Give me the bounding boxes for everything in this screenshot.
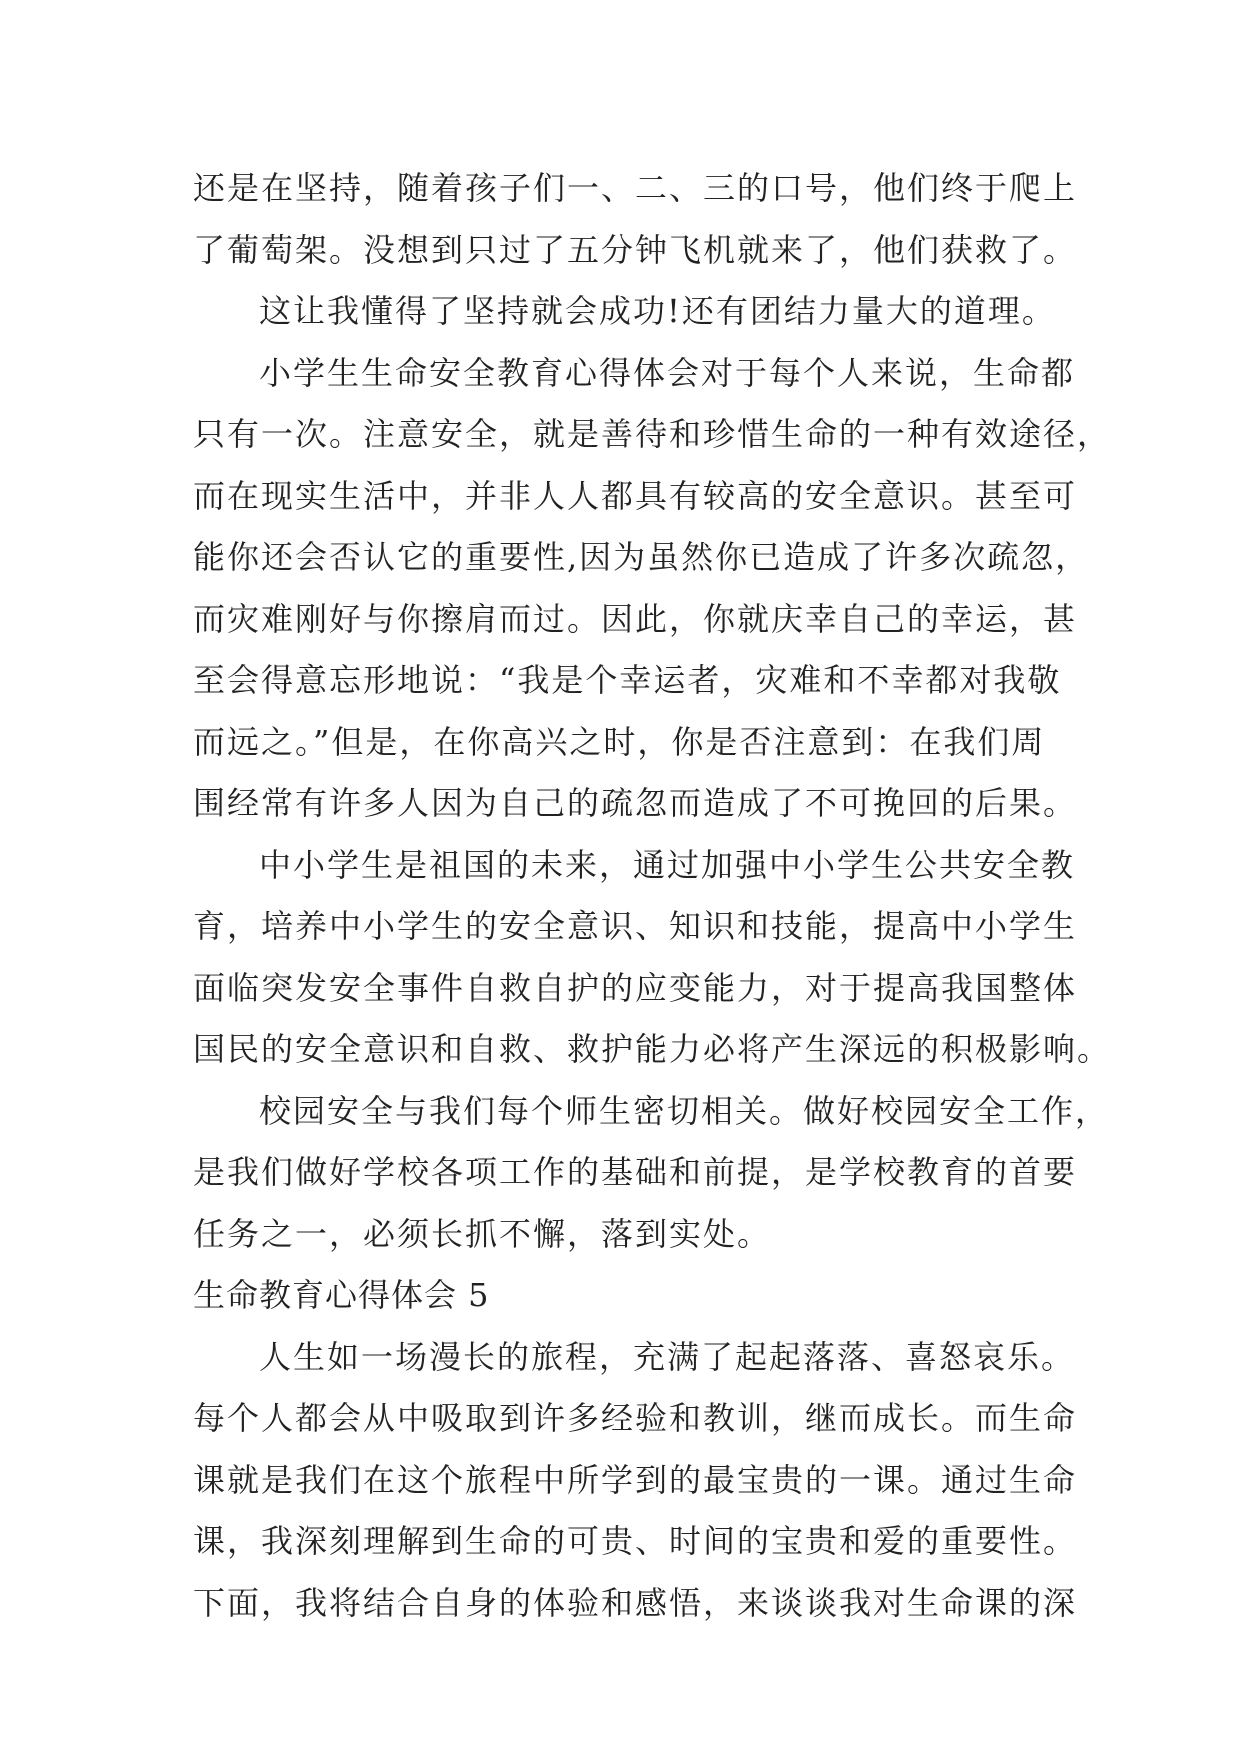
text-line: 下面，我将结合自身的体验和感悟，来谈谈我对生命课的深 <box>193 1583 1078 1622</box>
text-line: 还是在坚持，随着孩子们一、二、三的口号，他们终于爬上 <box>193 169 1078 207</box>
paragraph-start: 小学生生命安全教育心得体会对于每个人来说，生命都 <box>259 353 1076 392</box>
section-heading: 生命教育心得体会 5 <box>193 1276 490 1314</box>
text-line: 至会得意忘形地说：“我是个幸运者，灾难和不幸都对我敬 <box>193 661 1062 699</box>
paragraph-start: 这让我懂得了坚持就会成功!还有团结力量大的道理。 <box>259 292 1056 330</box>
text-line: 只有一次。注意安全，就是善待和珍惜生命的一种有效途径， <box>193 415 1112 453</box>
text-line: 国民的安全意识和自救、救护能力必将产生深远的积极影响。 <box>193 1030 1112 1068</box>
document-body <box>193 158 1112 1634</box>
text-line: 是我们做好学校各项工作的基础和前提，是学校教育的首要 <box>193 1153 1078 1191</box>
text-line: 每个人都会从中吸取到许多经验和教训，继而成长。而生命 <box>193 1399 1078 1437</box>
paragraph-start: 人生如一场漫长的旅程，充满了起起落落、喜怒哀乐。 <box>259 1337 1076 1376</box>
text-line: 而远之。”但是，在你高兴之时，你是否注意到：在我们周 <box>193 722 1046 761</box>
text-line: 围经常有许多人因为自己的疏忽而造成了不可挽回的后果。 <box>193 784 1078 822</box>
paragraph-start: 校园安全与我们每个师生密切相关。做好校园安全工作， <box>259 1091 1110 1130</box>
paragraph-start: 中小学生是祖国的未来，通过加强中小学生公共安全教 <box>259 845 1076 884</box>
text-line: 课就是我们在这个旅程中所学到的最宝贵的一课。通过生命 <box>193 1460 1078 1499</box>
text-line: 能你还会否认它的重要性,因为虽然你已造成了许多次疏忽， <box>193 538 1090 576</box>
text-line: 育，培养中小学生的安全意识、知识和技能，提高中小学生 <box>193 907 1078 945</box>
text-line: 任务之一，必须长抓不懈，落到实处。 <box>193 1214 772 1253</box>
text-line: 而灾难刚好与你擦肩而过。因此，你就庆幸自己的幸运，甚 <box>193 599 1078 638</box>
text-line: 面临突发安全事件自救自护的应变能力，对于提高我国整体 <box>193 968 1078 1007</box>
text-line: 而在现实生活中，并非人人都具有较高的安全意识。甚至可 <box>193 476 1078 515</box>
text-line: 课，我深刻理解到生命的可贵、时间的宝贵和爱的重要性。 <box>193 1522 1078 1560</box>
text-line: 了葡萄架。没想到只过了五分钟飞机就来了，他们获救了。 <box>193 230 1078 269</box>
